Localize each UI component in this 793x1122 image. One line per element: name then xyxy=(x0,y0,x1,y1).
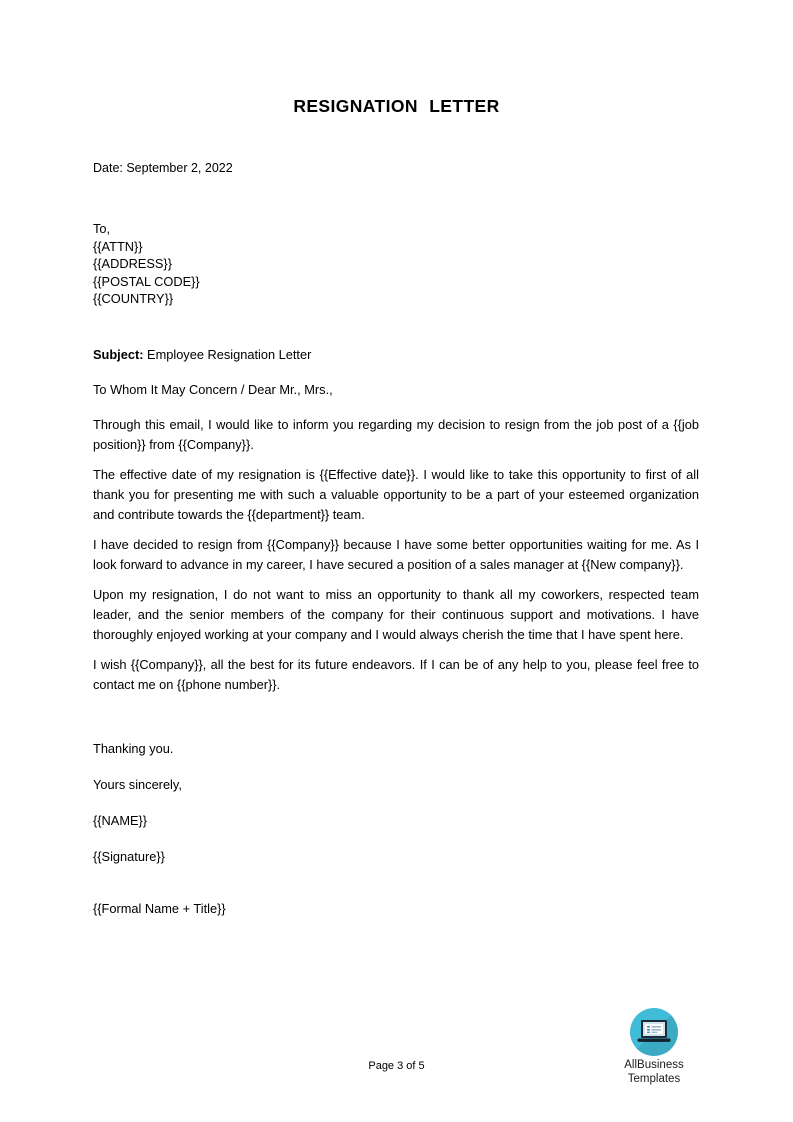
paragraph: Through this email, I would like to inform you regarding my decision to resign from the job post of a {{job position}} from {{Company}}. xyxy=(93,417,699,452)
letter-paragraphs xyxy=(93,415,699,695)
brand-footer xyxy=(604,1008,704,1086)
subject-value: Employee Resignation Letter xyxy=(143,347,312,362)
paragraph: I have decided to resign from {{Company}} because I have some better opportunities waiting for me. As I look forward to advance in my career, I have secured a position of a sales manager at {{New company}}. xyxy=(93,537,699,572)
page-number: Page 3 of 5 xyxy=(368,1060,425,1072)
subject-label: Subject: xyxy=(93,347,144,362)
date-line: Date: September 2, 2022 xyxy=(93,161,233,175)
recipient-address-block xyxy=(93,220,200,308)
address-country: {{COUNTRY}} xyxy=(93,291,174,307)
paragraph: The effective date of my resignation is {{Effective date}}. I would like to take this opportunity to first of all thank you for presenting me with such a valuable opportunity to be a part of your esteemed organization and contribute towards the {{department}} team. xyxy=(93,467,699,522)
closing-formal-name-title: {{Formal Name + Title}} xyxy=(93,901,226,916)
subject-line xyxy=(93,346,311,363)
laptop-document-icon xyxy=(630,1008,678,1056)
address-street: {{ADDRESS}} xyxy=(93,256,172,272)
address-attn: {{ATTN}} xyxy=(93,238,143,254)
closing-signature: {{Signature}} xyxy=(93,849,165,864)
brand-name-line2: Templates xyxy=(627,1072,681,1085)
paragraph: Upon my resignation, I do not want to miss an opportunity to thank all my coworkers, respected team leader, and the senior members of the company for their continuous support and motivations. I have thoroughly enjoyed working at your company and I would always cherish the time that I have spent here. xyxy=(93,587,699,642)
address-postal-code: {{POSTAL CODE}} xyxy=(93,273,200,289)
brand-name-line1: AllBusiness xyxy=(624,1059,684,1071)
paragraph: I wish {{Company}}, all the best for its future endeavors. If I can be of any help to you, please feel free to contact me on {{phone number}}. xyxy=(93,657,699,692)
closing-thanks: Thanking you. xyxy=(93,741,174,756)
address-to-label: To, xyxy=(93,221,111,236)
page-title: RESIGNATION LETTER xyxy=(293,96,500,116)
closing-sincerely: Yours sincerely, xyxy=(93,777,182,792)
closing-block xyxy=(93,740,493,917)
salutation: To Whom It May Concern / Dear Mr., Mrs., xyxy=(93,382,333,397)
closing-name: {{NAME}} xyxy=(93,813,148,828)
brand-name xyxy=(604,1059,704,1086)
